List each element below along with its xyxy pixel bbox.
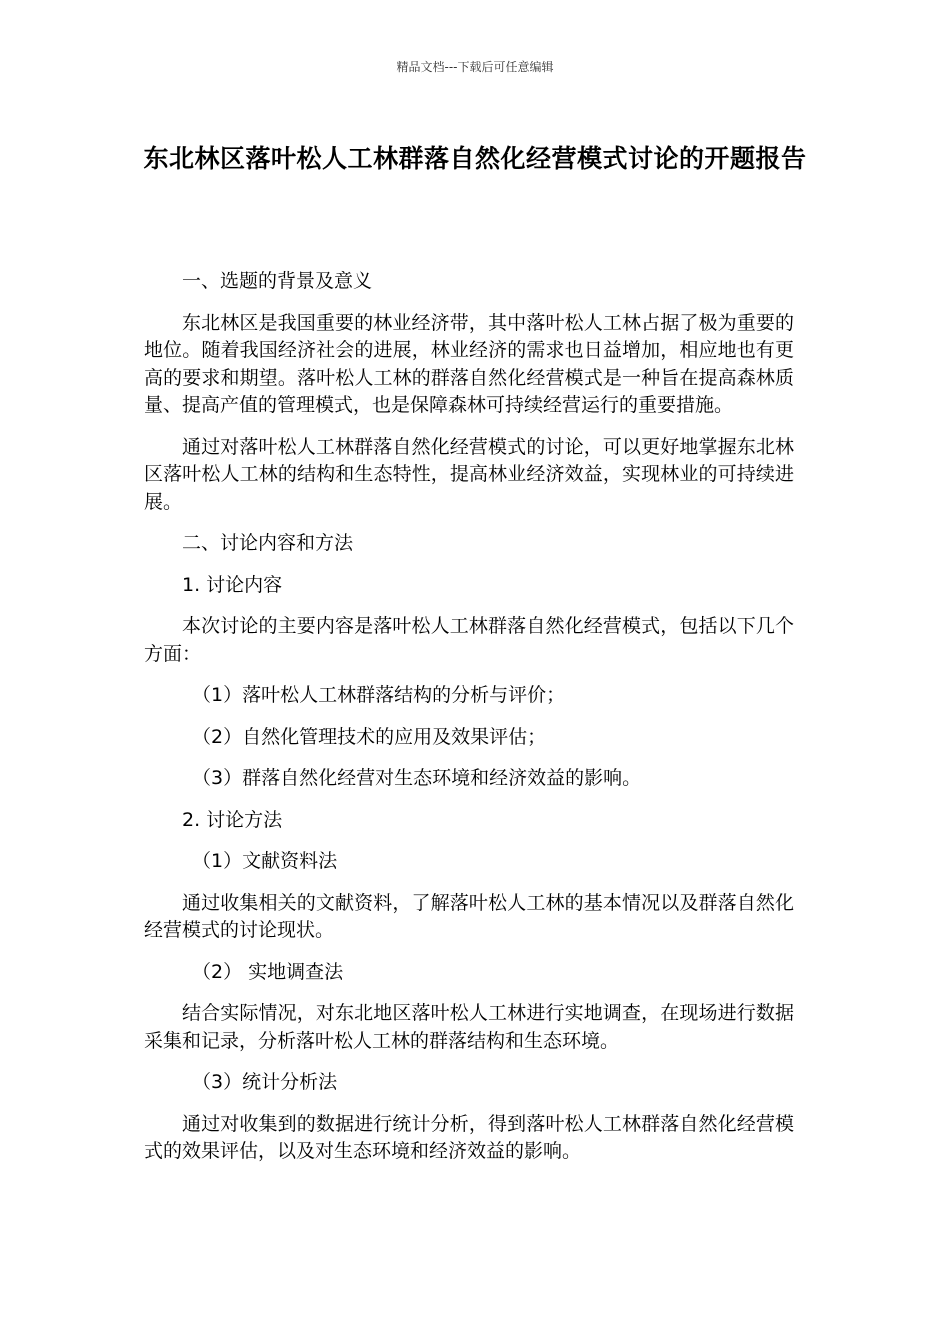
method-heading: （2） 实地调查法 — [192, 960, 344, 983]
list-item: （3）群落自然化经营对生态环境和经济效益的影响。 — [192, 767, 642, 789]
section-heading: 二、讨论内容和方法 — [182, 532, 354, 554]
subsection-heading: 1. 讨论内容 — [182, 573, 283, 596]
paragraph: 通过对收集到的数据进行统计分析，得到落叶松人工林群落自然化经营模式的效果评估，以及对生态环境和经济效益的影响。 — [144, 1112, 794, 1162]
paragraph: 通过收集相关的文献资料，了解落叶松人工林的基本情况以及群落自然化经营模式的讨论现状。 — [144, 891, 794, 941]
subsection-heading: 2. 讨论方法 — [182, 808, 283, 831]
method-heading: （3）统计分析法 — [192, 1071, 338, 1093]
method-heading: （1）文献资料法 — [192, 850, 338, 872]
header-note: 精品文档---下载后可任意编辑 — [396, 60, 554, 74]
section-heading: 一、选题的背景及意义 — [182, 270, 373, 292]
paragraph: 本次讨论的主要内容是落叶松人工林群落自然化经营模式，包括以下几个方面： — [144, 615, 794, 665]
paragraph: 通过对落叶松人工林群落自然化经营模式的讨论，可以更好地掌握东北林区落叶松人工林的结构和生态特性，提高林业经济效益，实现林业的可持续进展。 — [144, 435, 794, 513]
list-item: （1）落叶松人工林群落结构的分析与评价； — [192, 684, 566, 706]
document-body — [144, 268, 794, 1180]
paragraph: 结合实际情况，对东北地区落叶松人工林进行实地调查，在现场进行数据采集和记录，分析落叶松人工林的群落结构和生态环境。 — [144, 1002, 794, 1052]
list-item: （2）自然化管理技术的应用及效果评估； — [192, 725, 547, 748]
document-title: 东北林区落叶松人工林群落自然化经营模式讨论的开题报告 — [143, 144, 807, 173]
paragraph: 东北林区是我国重要的林业经济带，其中落叶松人工林占据了极为重要的地位。随着我国经济社会的进展，林业经济的需求也日益增加，相应地也有更高的要求和期望。落叶松人工林的群落自然化经营模式是一种旨在提高森林质量、提高产值的管理模式，也是保障森林可持续经营运行的重要措施。 — [144, 311, 794, 416]
